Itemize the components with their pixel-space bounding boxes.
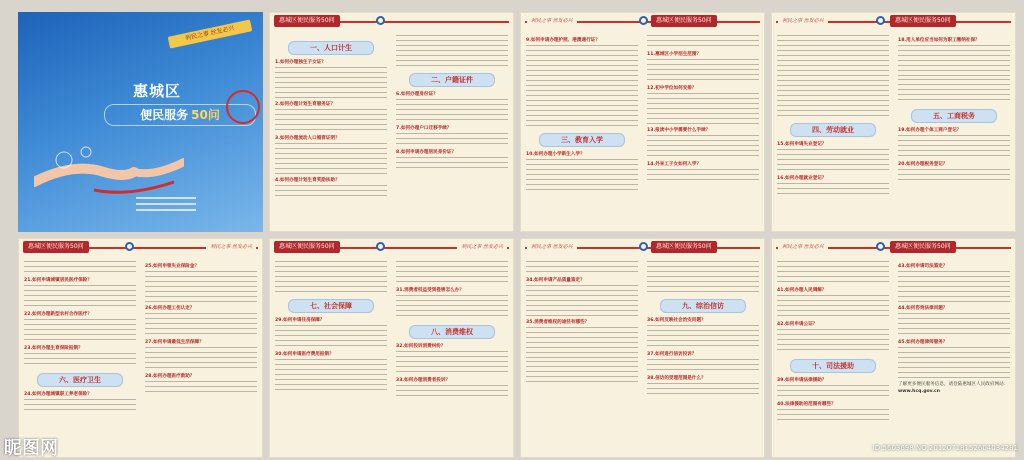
question-title: 11.惠城区小学招生范围？ — [647, 52, 702, 57]
question-title: 43.如何申请司法鉴定？ — [898, 264, 948, 269]
header-logo: 惠城区便民服务50问 — [651, 15, 717, 27]
panel-5-right-column — [145, 261, 257, 443]
header-logo: 惠城区便民服务50问 — [890, 15, 956, 27]
question-title: 36.如何反映社会治安问题？ — [647, 318, 706, 323]
question-title: 22.如何办理新型农村合作医疗？ — [24, 312, 92, 317]
header-logo: 惠城区便民服务50问 — [274, 241, 340, 253]
question-title: 41.如何办理人民调解？ — [777, 288, 827, 293]
footer-url[interactable]: www.hcq.gov.cn — [898, 389, 941, 394]
section-heading: 九、综治信访 — [660, 299, 746, 313]
question-title: 28.如何办理医疗救助？ — [145, 374, 195, 379]
pin-icon — [376, 16, 385, 25]
question-title: 16.如何办理就业登记？ — [777, 176, 827, 181]
cover-title-line1: 惠城区 — [133, 82, 182, 100]
question-title: 13.报读中小学需要什么手续？ — [647, 128, 711, 133]
cover-title-number: 50问 — [191, 108, 220, 122]
panel-7 — [520, 238, 765, 458]
pin-icon — [876, 16, 885, 25]
cover-title-service: 便民服务 — [140, 108, 189, 122]
question-title: 27.如何申请最低生活保障？ — [145, 340, 204, 345]
panel-6 — [269, 238, 514, 458]
cover-badge: 利民之事 丝发必兴 — [168, 19, 253, 48]
panel-6-right-column — [396, 261, 508, 443]
question-title: 15.如何申请失业登记？ — [777, 142, 827, 147]
question-title: 12.初中学位如何安排？ — [647, 86, 697, 91]
header-motto: 利民之事 丝发必兴 — [778, 241, 828, 253]
section-heading: 十、司法援助 — [790, 359, 876, 373]
panel-4 — [771, 12, 1016, 232]
panel-3-right-column — [647, 35, 759, 217]
header-motto: 利民之事 丝发必兴 — [778, 15, 828, 27]
section-heading: 七、社会保障 — [288, 299, 374, 313]
question-title: 18.用人单位应当如何为职工缴纳社保？ — [898, 38, 980, 43]
panel-3-left-column — [526, 35, 638, 217]
cover-hands-illustration — [34, 142, 184, 202]
question-title: 34.如何申请产品质量鉴定？ — [526, 278, 585, 283]
cover-imprint — [136, 197, 196, 215]
header-motto: 利民之事 丝发必兴 — [206, 241, 256, 253]
panel-header — [772, 13, 1015, 31]
panel-header — [19, 239, 262, 257]
brochure-top-row — [18, 12, 1024, 232]
question-title: 2.如何办理计划生育服务证？ — [275, 102, 336, 107]
question-title: 39.如何申请法律援助？ — [777, 378, 827, 383]
brochure-bottom-row — [18, 238, 1024, 458]
question-title: 35.消费者维权的途径有哪些？ — [526, 320, 590, 325]
footer-url-label: 了解更多便民服务信息，请登陆惠城区人民政府网站： — [898, 382, 1009, 387]
panel-5 — [18, 238, 263, 458]
watermark-info: ID:5603698 NO:20120718152604034281 — [872, 444, 1018, 452]
panel-header — [772, 239, 1015, 257]
pin-icon — [639, 16, 648, 25]
panel-4-right-column — [898, 35, 1010, 217]
question-title: 19.如何办理个体工商户登记？ — [898, 128, 962, 133]
header-motto: 利民之事 丝发必兴 — [527, 241, 577, 253]
question-title: 9.如何申请办理护照、港澳通行证？ — [526, 38, 600, 43]
panel-4-left-column — [777, 35, 889, 217]
header-motto: 利民之事 丝发必兴 — [527, 15, 577, 27]
section-heading: 四、劳动就业 — [790, 123, 876, 137]
panel-header — [270, 13, 513, 31]
question-title: 23.如何办理生育保险报销？ — [24, 346, 83, 351]
header-logo: 惠城区便民服务50问 — [890, 241, 956, 253]
question-title: 31.消费者权益受到侵害怎么办？ — [396, 288, 464, 293]
panel-5-left-column — [24, 261, 136, 443]
question-title: 30.如何申请医疗费用报销？ — [275, 352, 334, 357]
question-title: 32.如何投诉消费纠纷？ — [396, 344, 446, 349]
panel-3 — [520, 12, 765, 232]
question-title: 25.如何申领失业保险金？ — [145, 264, 200, 269]
panel-7-right-column — [647, 261, 759, 443]
header-logo: 惠城区便民服务50问 — [651, 241, 717, 253]
panel-2-left-column — [275, 35, 387, 217]
panel-7-left-column — [526, 261, 638, 443]
watermark-logo: 昵图网 — [4, 438, 58, 459]
section-heading: 八、消费维权 — [409, 325, 495, 339]
question-title: 20.如何办理税务登记？ — [898, 162, 948, 167]
panel-6-left-column — [275, 261, 387, 443]
panel-2-right-column — [396, 35, 508, 217]
question-title: 10.如何办理小学新生入学？ — [526, 152, 585, 157]
panel-header — [270, 239, 513, 257]
header-logo: 惠城区便民服务50问 — [274, 15, 340, 27]
panel-8-left-column — [777, 261, 889, 443]
pin-icon — [125, 242, 134, 251]
question-title: 1.如何办理独生子女证？ — [275, 60, 326, 65]
question-title: 24.如何办理城镇职工养老保险？ — [24, 392, 92, 397]
question-title: 37.如何进行信访投诉？ — [647, 352, 697, 357]
question-title: 33.如何办理消费者投诉？ — [396, 378, 451, 383]
question-title: 29.如何申请住房保障？ — [275, 318, 325, 323]
section-heading: 一、人口计生 — [288, 41, 374, 55]
panel-header — [521, 239, 764, 257]
question-title: 40.法律援助的范围有哪些？ — [777, 402, 836, 407]
section-heading: 五、工商税务 — [911, 109, 997, 123]
pin-icon — [639, 242, 648, 251]
question-title: 38.信访的受理范围是什么？ — [647, 376, 706, 381]
question-title: 21.如何申请城镇居民医疗保险？ — [24, 278, 92, 283]
panel-8-right-column — [898, 261, 1010, 443]
panel-header — [521, 13, 764, 31]
cover-panel — [18, 12, 263, 232]
header-motto: 利民之事 丝发必兴 — [457, 241, 507, 253]
pin-icon — [876, 242, 885, 251]
question-title: 4.如何办理计划生育奖励扶助？ — [275, 178, 340, 183]
section-heading: 六、医疗卫生 — [37, 373, 123, 387]
section-heading: 二、户籍证件 — [409, 73, 495, 87]
cover-ring-ornament — [226, 90, 260, 124]
header-logo: 惠城区便民服务50问 — [23, 241, 89, 253]
question-title: 6.如何办理身份证？ — [396, 92, 438, 97]
panel-2 — [269, 12, 514, 232]
question-title: 44.如何咨询法律问题？ — [898, 306, 948, 311]
pin-icon — [376, 242, 385, 251]
question-title: 45.如何办理律师服务？ — [898, 340, 948, 345]
question-title: 26.如何办理工伤认定？ — [145, 306, 195, 311]
question-title: 8.如何申请办理居民身份证？ — [396, 150, 457, 155]
section-heading: 三、教育入学 — [539, 133, 625, 147]
question-title: 3.如何办理流动人口婚育证明？ — [275, 136, 340, 141]
question-title: 7.如何办理户口迁移手续？ — [396, 126, 452, 131]
panel-8 — [771, 238, 1016, 458]
question-title: 42.如何申请公证？ — [777, 322, 818, 327]
question-title: 14.外来工子女如何入学？ — [647, 162, 702, 167]
